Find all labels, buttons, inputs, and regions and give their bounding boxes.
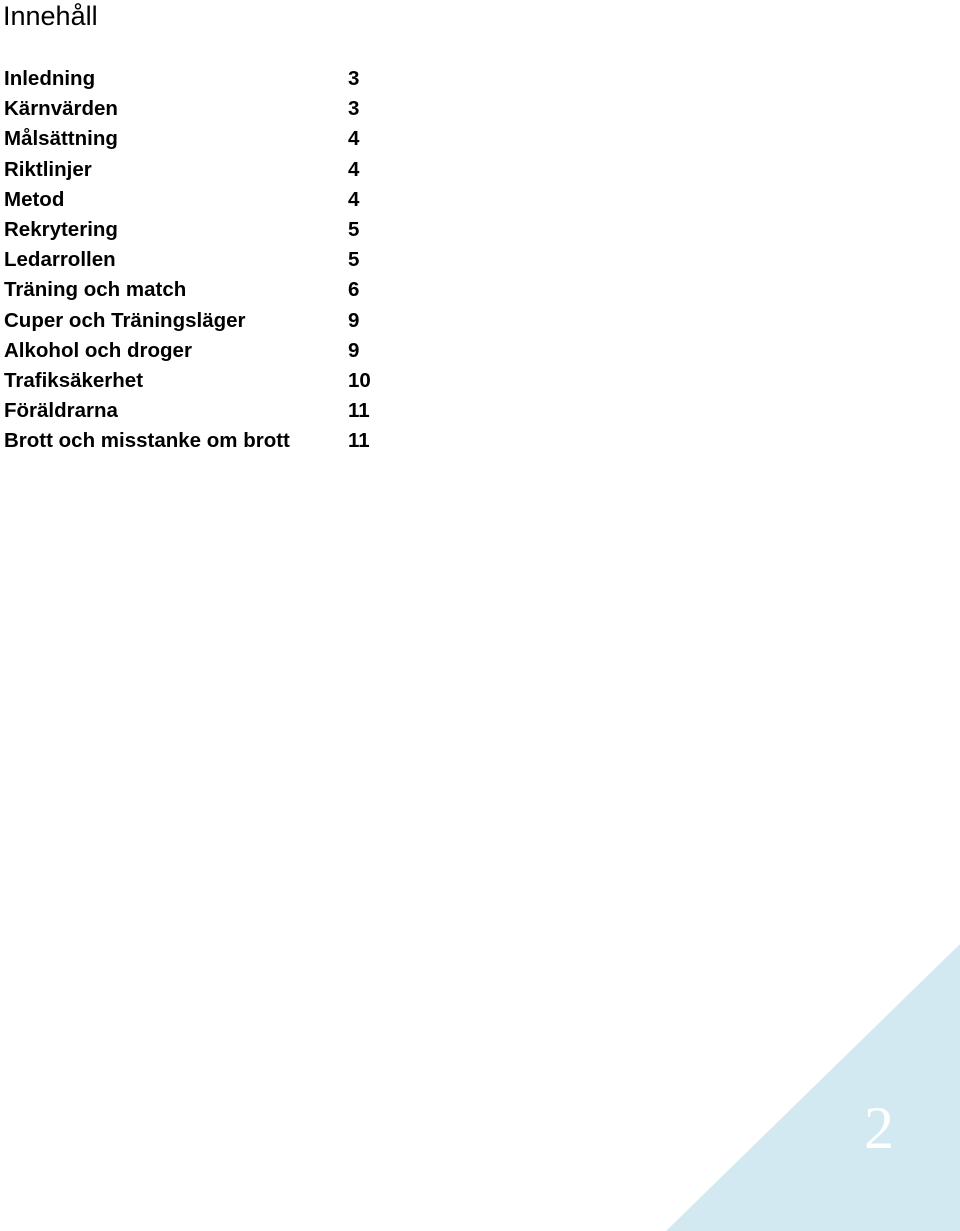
toc-entry[interactable] bbox=[4, 366, 404, 396]
toc-entry[interactable] bbox=[4, 124, 404, 154]
corner-triangle-shape bbox=[666, 944, 960, 1231]
toc-entry-page: 11 bbox=[348, 399, 370, 423]
table-of-contents bbox=[4, 64, 404, 456]
toc-entry-title: Alkohol och droger bbox=[4, 338, 192, 362]
toc-entry-page: 3 bbox=[348, 67, 360, 90]
toc-entry-title: Rekrytering bbox=[4, 217, 118, 241]
toc-entry[interactable] bbox=[4, 64, 404, 94]
toc-entry-title: Riktlinjer bbox=[4, 157, 92, 181]
page-number: 2 bbox=[864, 1095, 894, 1161]
toc-entry-title: Kärnvärden bbox=[4, 97, 118, 121]
toc-entry-page: 4 bbox=[348, 187, 360, 211]
toc-entry-page: 6 bbox=[348, 278, 360, 302]
toc-entry-title: Brott och misstanke om brott bbox=[4, 429, 290, 453]
toc-entry[interactable] bbox=[4, 245, 404, 275]
toc-entry-page: 4 bbox=[348, 127, 360, 151]
toc-entry-page: 3 bbox=[348, 97, 360, 121]
toc-entry[interactable] bbox=[4, 185, 404, 215]
toc-entry-page: 10 bbox=[348, 368, 371, 392]
toc-entry-title: Trafiksäkerhet bbox=[4, 368, 144, 392]
toc-entry-page: 4 bbox=[348, 157, 360, 181]
toc-entry-title: Ledarrollen bbox=[4, 248, 116, 272]
toc-entry[interactable] bbox=[4, 336, 404, 366]
toc-entry-title: Inledning bbox=[4, 67, 96, 90]
page-title: Innehåll bbox=[3, 1, 98, 31]
toc-entry[interactable] bbox=[4, 94, 404, 124]
toc-entry[interactable] bbox=[4, 426, 404, 456]
toc-entry-title: Målsättning bbox=[4, 127, 118, 151]
toc-entry-title: Cuper och Träningsläger bbox=[4, 308, 246, 332]
toc-entry[interactable] bbox=[4, 155, 404, 185]
toc-entry-page: 5 bbox=[348, 217, 360, 241]
toc-entry-page: 9 bbox=[348, 338, 360, 362]
toc-entry-page: 9 bbox=[348, 308, 360, 332]
toc-entry-title: Metod bbox=[4, 187, 65, 211]
toc-entry-title: Träning och match bbox=[4, 278, 187, 302]
toc-entry[interactable] bbox=[4, 215, 404, 245]
toc-entry[interactable] bbox=[4, 396, 404, 426]
toc-entry-page: 5 bbox=[348, 248, 360, 272]
toc-entry[interactable] bbox=[4, 306, 404, 336]
toc-entry-title: Föräldrarna bbox=[4, 399, 118, 423]
toc-entry[interactable] bbox=[4, 275, 404, 305]
toc-entry-page: 11 bbox=[348, 429, 370, 453]
